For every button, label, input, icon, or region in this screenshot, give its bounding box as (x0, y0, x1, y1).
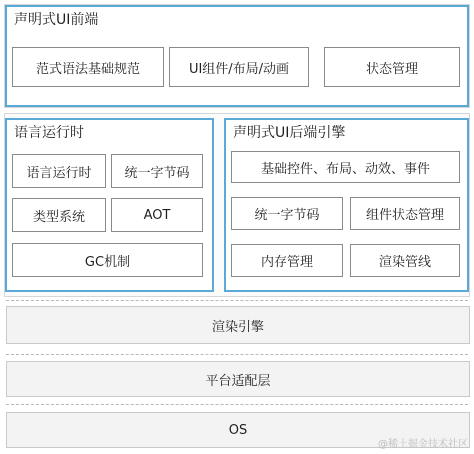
backend-bytecode-box: 统一字节码 (231, 197, 343, 230)
backend-component-state-box: 组件状态管理 (350, 197, 460, 230)
backend-controls-box: 基础控件、布局、动效、事件 (231, 151, 460, 183)
frontend-panel (5, 5, 469, 107)
frontend-components-box: UI组件/布局/动画 (169, 47, 309, 87)
watermark: @稀土掘金技术社区 (378, 439, 468, 450)
runtime-aot-box: AOT (111, 198, 203, 232)
runtime-bytecode-box: 统一字节码 (111, 154, 203, 188)
runtime-panel (5, 118, 214, 292)
runtime-type-system-box: 类型系统 (12, 198, 106, 232)
backend-memory-box: 内存管理 (231, 244, 343, 277)
runtime-title: 语言运行时 (14, 125, 84, 141)
backend-render-pipeline-box: 渲染管线 (350, 244, 460, 277)
separator-2 (6, 354, 468, 355)
frontend-syntax-box: 范式语法基础规范 (12, 47, 164, 87)
render-engine-layer: 渲染引擎 (6, 306, 470, 344)
os-layer: OS (6, 412, 470, 448)
platform-adaptation-layer: 平台适配层 (6, 361, 470, 397)
separator-1 (6, 300, 468, 301)
separator-3 (6, 404, 468, 405)
middle-section (4, 113, 470, 297)
backend-title: 声明式UI后端引擎 (233, 125, 346, 141)
backend-panel (224, 118, 469, 292)
runtime-language-box: 语言运行时 (12, 154, 106, 188)
frontend-section (4, 4, 470, 108)
frontend-state-box: 状态管理 (324, 47, 460, 87)
runtime-gc-box: GC机制 (12, 243, 203, 277)
frontend-title: 声明式UI前端 (14, 12, 99, 28)
